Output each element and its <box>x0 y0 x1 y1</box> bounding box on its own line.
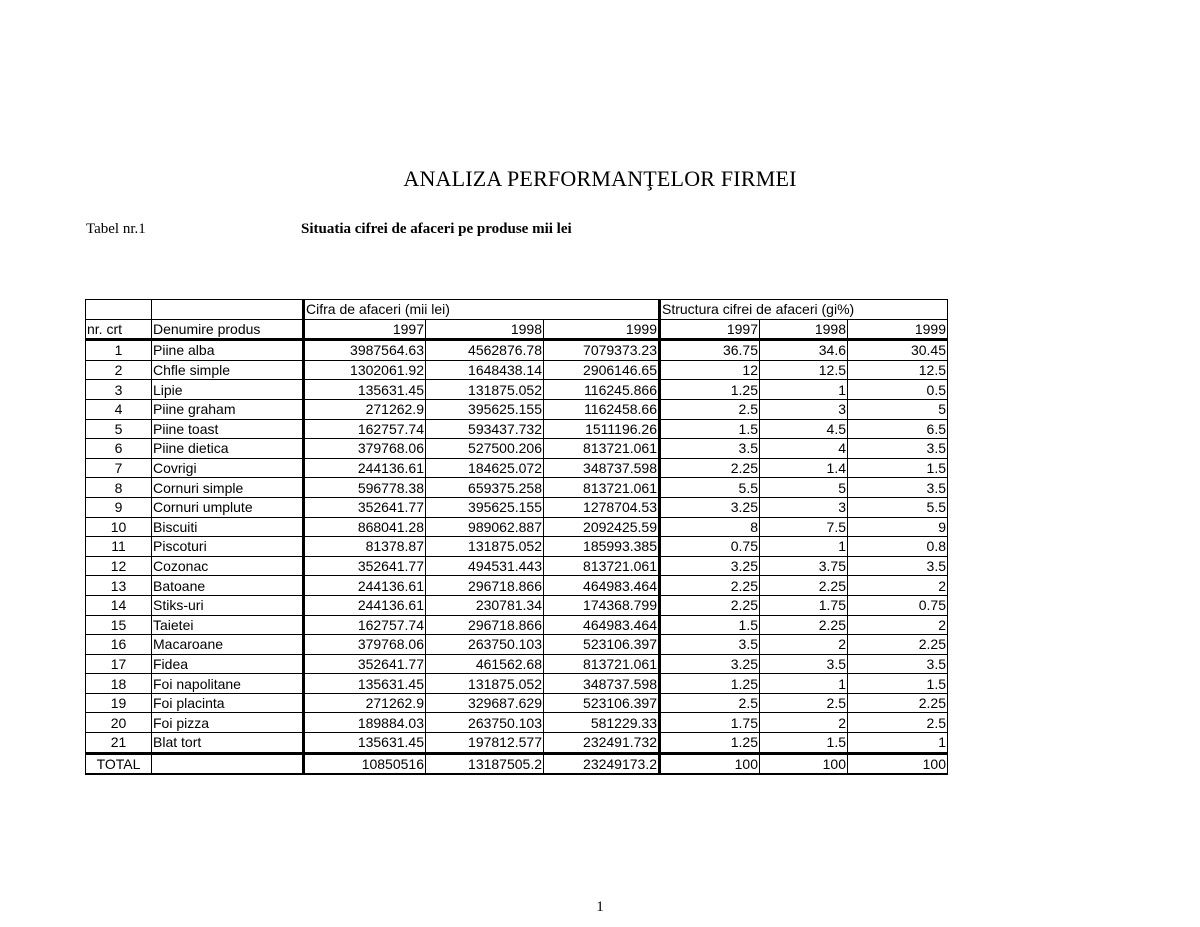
cell-structura-1998: 4 <box>760 439 848 459</box>
header-cifra-1999: 1999 <box>544 319 660 340</box>
cell-structura-1999: 2.25 <box>848 635 948 655</box>
cell-cifra-1999: 813721.061 <box>544 556 660 576</box>
total-structura-1999: 100 <box>848 753 948 774</box>
cell-structura-1999: 30.45 <box>848 340 948 361</box>
header-cifra-1997: 1997 <box>304 319 426 340</box>
cell-cifra-1998: 659375.258 <box>426 478 544 498</box>
cell-structura-1998: 1.5 <box>760 733 848 754</box>
cell-denumire-produs: Piine toast <box>152 419 304 439</box>
cell-cifra-1999: 7079373.23 <box>544 340 660 361</box>
cell-nr-crt: 2 <box>86 360 152 380</box>
cell-nr-crt: 17 <box>86 654 152 674</box>
cell-structura-1999: 6.5 <box>848 419 948 439</box>
cell-structura-1999: 5 <box>848 399 948 419</box>
cell-cifra-1999: 523106.397 <box>544 693 660 713</box>
cell-nr-crt: 5 <box>86 419 152 439</box>
total-cifra-1997: 10850516 <box>304 753 426 774</box>
cell-nr-crt: 21 <box>86 733 152 754</box>
cell-structura-1999: 3.5 <box>848 478 948 498</box>
cell-nr-crt: 14 <box>86 595 152 615</box>
cell-structura-1997: 1.25 <box>660 380 760 400</box>
turnover-table <box>85 299 948 775</box>
cell-structura-1997: 2.5 <box>660 693 760 713</box>
cell-cifra-1999: 464983.464 <box>544 576 660 596</box>
cell-structura-1999: 3.5 <box>848 654 948 674</box>
cell-structura-1998: 4.5 <box>760 419 848 439</box>
cell-structura-1997: 2.25 <box>660 458 760 478</box>
header-cell-empty <box>152 300 304 320</box>
cell-cifra-1997: 868041.28 <box>304 517 426 537</box>
cell-cifra-1999: 174368.799 <box>544 595 660 615</box>
cell-cifra-1998: 527500.206 <box>426 439 544 459</box>
table-row <box>86 497 948 517</box>
cell-cifra-1999: 116245.866 <box>544 380 660 400</box>
cell-structura-1997: 1.5 <box>660 615 760 635</box>
cell-denumire-produs: Fidea <box>152 654 304 674</box>
cell-nr-crt: 20 <box>86 713 152 733</box>
cell-structura-1998: 12.5 <box>760 360 848 380</box>
cell-cifra-1997: 352641.77 <box>304 654 426 674</box>
cell-nr-crt: 13 <box>86 576 152 596</box>
table-row <box>86 635 948 655</box>
cell-cifra-1998: 1648438.14 <box>426 360 544 380</box>
cell-structura-1999: 3.5 <box>848 439 948 459</box>
cell-structura-1997: 1.75 <box>660 713 760 733</box>
cell-structura-1999: 2.5 <box>848 713 948 733</box>
cell-cifra-1998: 131875.052 <box>426 380 544 400</box>
cell-cifra-1998: 296718.866 <box>426 615 544 635</box>
cell-cifra-1999: 813721.061 <box>544 439 660 459</box>
cell-cifra-1999: 2906146.65 <box>544 360 660 380</box>
cell-structura-1998: 2.5 <box>760 693 848 713</box>
total-row <box>86 753 948 774</box>
table-subtitle: Situatia cifrei de afaceri pe produse mii lei <box>301 221 572 237</box>
cell-denumire-produs: Piine dietica <box>152 439 304 459</box>
header-cifra-1998: 1998 <box>426 319 544 340</box>
cell-denumire-produs: Covrigi <box>152 458 304 478</box>
cell-structura-1999: 1.5 <box>848 458 948 478</box>
cell-cifra-1997: 244136.61 <box>304 458 426 478</box>
cell-cifra-1999: 348737.598 <box>544 458 660 478</box>
cell-nr-crt: 9 <box>86 497 152 517</box>
table-row <box>86 674 948 694</box>
table-row <box>86 713 948 733</box>
cell-cifra-1997: 162757.74 <box>304 615 426 635</box>
page-title: ANALIZA PERFORMANŢELOR FIRMEI <box>403 166 797 191</box>
cell-cifra-1997: 1302061.92 <box>304 360 426 380</box>
cell-denumire-produs: Cornuri simple <box>152 478 304 498</box>
cell-nr-crt: 15 <box>86 615 152 635</box>
cell-cifra-1999: 813721.061 <box>544 654 660 674</box>
cell-cifra-1997: 271262.9 <box>304 693 426 713</box>
cell-structura-1999: 2 <box>848 615 948 635</box>
cell-nr-crt: 7 <box>86 458 152 478</box>
cell-cifra-1999: 1511196.26 <box>544 419 660 439</box>
cell-denumire-produs: Lipie <box>152 380 304 400</box>
header-structura-1998: 1998 <box>760 319 848 340</box>
cell-cifra-1997: 271262.9 <box>304 399 426 419</box>
cell-cifra-1999: 2092425.59 <box>544 517 660 537</box>
table-row <box>86 615 948 635</box>
cell-structura-1997: 3.25 <box>660 497 760 517</box>
cell-cifra-1997: 3987564.63 <box>304 340 426 361</box>
cell-structura-1998: 2 <box>760 635 848 655</box>
cell-structura-1997: 3.5 <box>660 635 760 655</box>
total-structura-1998: 100 <box>760 753 848 774</box>
cell-structura-1998: 3 <box>760 399 848 419</box>
cell-cifra-1998: 131875.052 <box>426 537 544 557</box>
cell-cifra-1998: 263750.103 <box>426 713 544 733</box>
cell-cifra-1999: 813721.061 <box>544 478 660 498</box>
cell-structura-1997: 2.25 <box>660 595 760 615</box>
cell-structura-1998: 7.5 <box>760 517 848 537</box>
cell-denumire-produs: Piine alba <box>152 340 304 361</box>
table-row <box>86 399 948 419</box>
total-cifra-1998: 13187505.2 <box>426 753 544 774</box>
cell-nr-crt: 1 <box>86 340 152 361</box>
cell-nr-crt: 12 <box>86 556 152 576</box>
cell-denumire-produs: Foi placinta <box>152 693 304 713</box>
cell-denumire-produs: Cozonac <box>152 556 304 576</box>
page-number: 1 <box>596 899 604 915</box>
cell-cifra-1998: 230781.34 <box>426 595 544 615</box>
cell-structura-1999: 0.5 <box>848 380 948 400</box>
cell-cifra-1999: 523106.397 <box>544 635 660 655</box>
cell-cifra-1999: 185993.385 <box>544 537 660 557</box>
table-row <box>86 595 948 615</box>
cell-denumire-produs: Blat tort <box>152 733 304 754</box>
cell-structura-1998: 3.5 <box>760 654 848 674</box>
cell-structura-1999: 2.25 <box>848 693 948 713</box>
cell-cifra-1998: 296718.866 <box>426 576 544 596</box>
cell-cifra-1998: 494531.443 <box>426 556 544 576</box>
cell-cifra-1997: 162757.74 <box>304 419 426 439</box>
cell-denumire-produs: Chfle simple <box>152 360 304 380</box>
cell-cifra-1997: 379768.06 <box>304 635 426 655</box>
cell-cifra-1998: 395625.155 <box>426 497 544 517</box>
cell-structura-1999: 5.5 <box>848 497 948 517</box>
table-row <box>86 478 948 498</box>
cell-structura-1997: 5.5 <box>660 478 760 498</box>
table-row <box>86 340 948 361</box>
cell-structura-1998: 2 <box>760 713 848 733</box>
cell-denumire-produs: Taietei <box>152 615 304 635</box>
cell-structura-1997: 1.25 <box>660 733 760 754</box>
cell-structura-1999: 1.5 <box>848 674 948 694</box>
cell-denumire-produs: Stiks-uri <box>152 595 304 615</box>
cell-structura-1998: 34.6 <box>760 340 848 361</box>
cell-structura-1999: 2 <box>848 576 948 596</box>
cell-cifra-1999: 581229.33 <box>544 713 660 733</box>
cell-structura-1998: 1 <box>760 674 848 694</box>
cell-structura-1998: 3.75 <box>760 556 848 576</box>
total-denumire-produs <box>152 753 304 774</box>
cell-structura-1998: 1 <box>760 537 848 557</box>
cell-structura-1997: 1.25 <box>660 674 760 694</box>
cell-cifra-1997: 596778.38 <box>304 478 426 498</box>
table-row <box>86 458 948 478</box>
cell-denumire-produs: Batoane <box>152 576 304 596</box>
cell-cifra-1997: 135631.45 <box>304 733 426 754</box>
cell-cifra-1997: 244136.61 <box>304 576 426 596</box>
cell-denumire-produs: Foi napolitane <box>152 674 304 694</box>
group-header-row <box>86 300 948 320</box>
cell-cifra-1997: 352641.77 <box>304 556 426 576</box>
cell-cifra-1999: 348737.598 <box>544 674 660 694</box>
cell-nr-crt: 18 <box>86 674 152 694</box>
header-structura-1999: 1999 <box>848 319 948 340</box>
cell-structura-1998: 5 <box>760 478 848 498</box>
total-nr-crt: TOTAL <box>86 753 152 774</box>
group-header-cifra: Cifra de afaceri (mii lei) <box>304 300 660 320</box>
table-row <box>86 380 948 400</box>
cell-cifra-1998: 131875.052 <box>426 674 544 694</box>
table-row <box>86 576 948 596</box>
cell-cifra-1998: 395625.155 <box>426 399 544 419</box>
header-nr-crt: nr. crt <box>86 319 152 340</box>
cell-nr-crt: 6 <box>86 439 152 459</box>
cell-cifra-1997: 352641.77 <box>304 497 426 517</box>
cell-structura-1997: 3.5 <box>660 439 760 459</box>
cell-structura-1999: 3.5 <box>848 556 948 576</box>
cell-structura-1997: 12 <box>660 360 760 380</box>
cell-cifra-1999: 464983.464 <box>544 615 660 635</box>
cell-denumire-produs: Cornuri umplute <box>152 497 304 517</box>
cell-structura-1999: 1 <box>848 733 948 754</box>
table-row <box>86 419 948 439</box>
cell-denumire-produs: Biscuiti <box>152 517 304 537</box>
cell-denumire-produs: Piscoturi <box>152 537 304 557</box>
cell-structura-1999: 0.75 <box>848 595 948 615</box>
table-number-label: Tabel nr.1 <box>86 221 146 237</box>
cell-structura-1998: 1.75 <box>760 595 848 615</box>
cell-nr-crt: 10 <box>86 517 152 537</box>
table-row <box>86 733 948 754</box>
cell-structura-1998: 1 <box>760 380 848 400</box>
cell-structura-1999: 12.5 <box>848 360 948 380</box>
table-row <box>86 693 948 713</box>
header-cell-empty <box>86 300 152 320</box>
cell-structura-1997: 2.5 <box>660 399 760 419</box>
cell-cifra-1997: 379768.06 <box>304 439 426 459</box>
column-header-row <box>86 319 948 340</box>
cell-cifra-1999: 1162458.66 <box>544 399 660 419</box>
cell-nr-crt: 3 <box>86 380 152 400</box>
cell-structura-1997: 36.75 <box>660 340 760 361</box>
cell-cifra-1997: 135631.45 <box>304 674 426 694</box>
cell-nr-crt: 19 <box>86 693 152 713</box>
cell-nr-crt: 16 <box>86 635 152 655</box>
cell-cifra-1998: 989062.887 <box>426 517 544 537</box>
cell-cifra-1998: 263750.103 <box>426 635 544 655</box>
cell-cifra-1999: 1278704.53 <box>544 497 660 517</box>
cell-cifra-1999: 232491.732 <box>544 733 660 754</box>
cell-cifra-1998: 4562876.78 <box>426 340 544 361</box>
cell-structura-1998: 2.25 <box>760 576 848 596</box>
cell-denumire-produs: Foi pizza <box>152 713 304 733</box>
header-structura-1997: 1997 <box>660 319 760 340</box>
table-row <box>86 360 948 380</box>
cell-nr-crt: 8 <box>86 478 152 498</box>
cell-structura-1997: 0.75 <box>660 537 760 557</box>
cell-structura-1997: 8 <box>660 517 760 537</box>
cell-structura-1997: 2.25 <box>660 576 760 596</box>
cell-cifra-1997: 135631.45 <box>304 380 426 400</box>
cell-structura-1997: 1.5 <box>660 419 760 439</box>
cell-nr-crt: 11 <box>86 537 152 557</box>
cell-cifra-1998: 593437.732 <box>426 419 544 439</box>
total-structura-1997: 100 <box>660 753 760 774</box>
header-denumire-produs: Denumire produs <box>152 319 304 340</box>
table-row <box>86 439 948 459</box>
cell-structura-1997: 3.25 <box>660 654 760 674</box>
cell-structura-1998: 3 <box>760 497 848 517</box>
cell-cifra-1998: 184625.072 <box>426 458 544 478</box>
cell-cifra-1997: 81378.87 <box>304 537 426 557</box>
table-row <box>86 517 948 537</box>
cell-structura-1997: 3.25 <box>660 556 760 576</box>
cell-nr-crt: 4 <box>86 399 152 419</box>
cell-cifra-1997: 189884.03 <box>304 713 426 733</box>
group-header-structura: Structura cifrei de afaceri (gi%) <box>660 300 948 320</box>
cell-denumire-produs: Macaroane <box>152 635 304 655</box>
cell-structura-1999: 0.8 <box>848 537 948 557</box>
table-row <box>86 556 948 576</box>
cell-structura-1998: 2.25 <box>760 615 848 635</box>
cell-cifra-1997: 244136.61 <box>304 595 426 615</box>
cell-cifra-1998: 197812.577 <box>426 733 544 754</box>
table-row <box>86 654 948 674</box>
cell-cifra-1998: 461562.68 <box>426 654 544 674</box>
table-row <box>86 537 948 557</box>
total-cifra-1999: 23249173.2 <box>544 753 660 774</box>
cell-cifra-1998: 329687.629 <box>426 693 544 713</box>
cell-denumire-produs: Piine graham <box>152 399 304 419</box>
cell-structura-1998: 1.4 <box>760 458 848 478</box>
cell-structura-1999: 9 <box>848 517 948 537</box>
